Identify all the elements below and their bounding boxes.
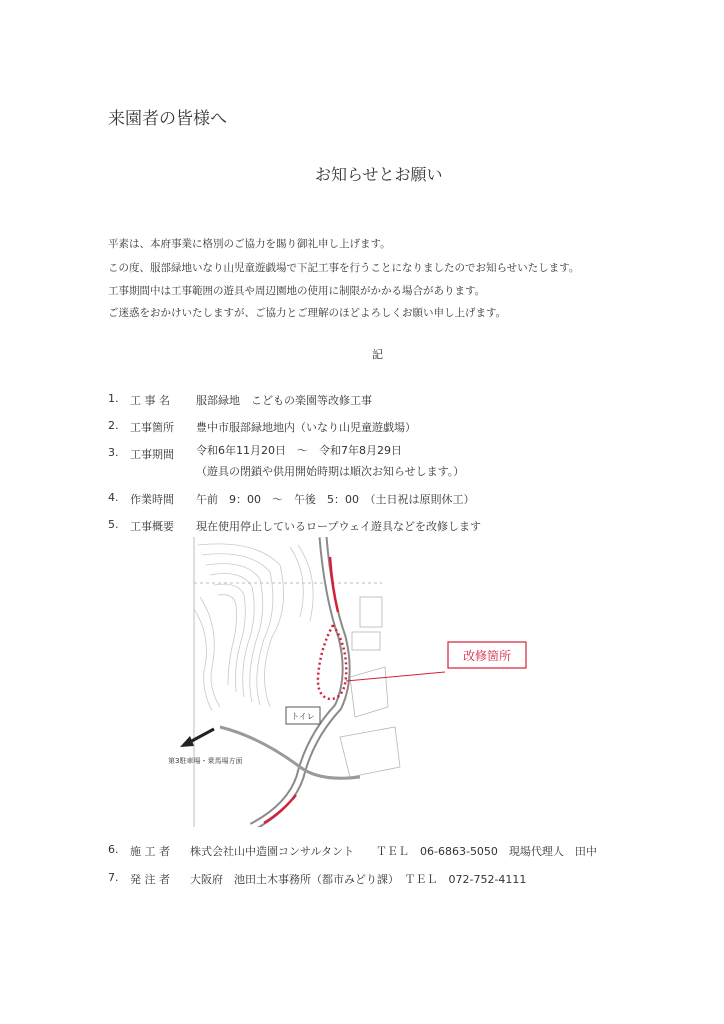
- item-label: 工事概要: [130, 520, 174, 533]
- paragraph-line: 工事期間中は工事範囲の遊具や周辺園地の使用に制限がかかる場合があります。: [108, 285, 486, 297]
- contour-lines: [194, 544, 313, 711]
- item-label: 工事箇所: [130, 421, 174, 434]
- arrow-head-icon: [180, 736, 194, 747]
- site-map: [160, 537, 540, 827]
- paragraph-line: 平素は、本府事業に格別のご協力を賜り御礼申し上げます。: [108, 238, 391, 250]
- side-path: [220, 727, 360, 778]
- paragraph-line: この度、服部緑地いなり山児童遊戯場で下記工事を行うことになりましたのでお知らせいたします。: [108, 262, 580, 274]
- item-value: 午前 9：00 ～ 午後 5：00 （土日祝は原則休工）: [196, 493, 475, 506]
- item-label: 作業時間: [130, 493, 174, 506]
- item-number: 1.: [108, 392, 119, 405]
- item-number: 6.: [108, 843, 119, 856]
- item-value: 服部緑地 こどもの楽園等改修工事: [196, 394, 372, 407]
- item-label: 工事期間: [130, 448, 174, 461]
- item-number: 2.: [108, 419, 119, 432]
- item-number: 4.: [108, 491, 119, 504]
- callout-label: 改修箇所: [462, 649, 512, 663]
- item-value: 豊中市服部緑地地内（いなり山児童遊戯場）: [196, 421, 416, 434]
- item-label: 施 工 者: [130, 845, 170, 858]
- callout-leader-line: [346, 672, 445, 681]
- toilet-label: トイレ: [291, 712, 315, 721]
- parking-direction-label: 第3駐車場・乗馬場方面: [168, 757, 243, 765]
- item-note: （遊具の閉鎖や供用開始時期は順次お知らせします。）: [196, 465, 465, 478]
- item-label: 発 注 者: [130, 873, 170, 886]
- paragraph-line: ご迷惑をおかけいたしますが、ご協力とご理解のほどよろしくお願い申し上げます。: [108, 307, 507, 319]
- item-number: 7.: [108, 871, 119, 884]
- item-value: 大阪府 池田土木事務所（都市みどり課） ＴＥＬ 072-752-4111: [190, 873, 527, 886]
- greeting: 来園者の皆様へ: [108, 109, 227, 129]
- ki-heading: 記: [372, 348, 383, 361]
- item-value: 株式会社山中造園コンサルタント ＴＥＬ 06-6863-5050 現場代理人 田中: [190, 845, 597, 858]
- page-title: お知らせとお願い: [315, 165, 443, 184]
- item-value: 令和6年11月20日 ～ 令和7年8月29日: [196, 444, 402, 457]
- item-number: 5.: [108, 518, 119, 531]
- item-label: 工 事 名: [130, 394, 170, 407]
- item-number: 3.: [108, 446, 119, 459]
- item-value: 現在使用停止しているロープウェイ遊具などを改修します: [196, 520, 482, 533]
